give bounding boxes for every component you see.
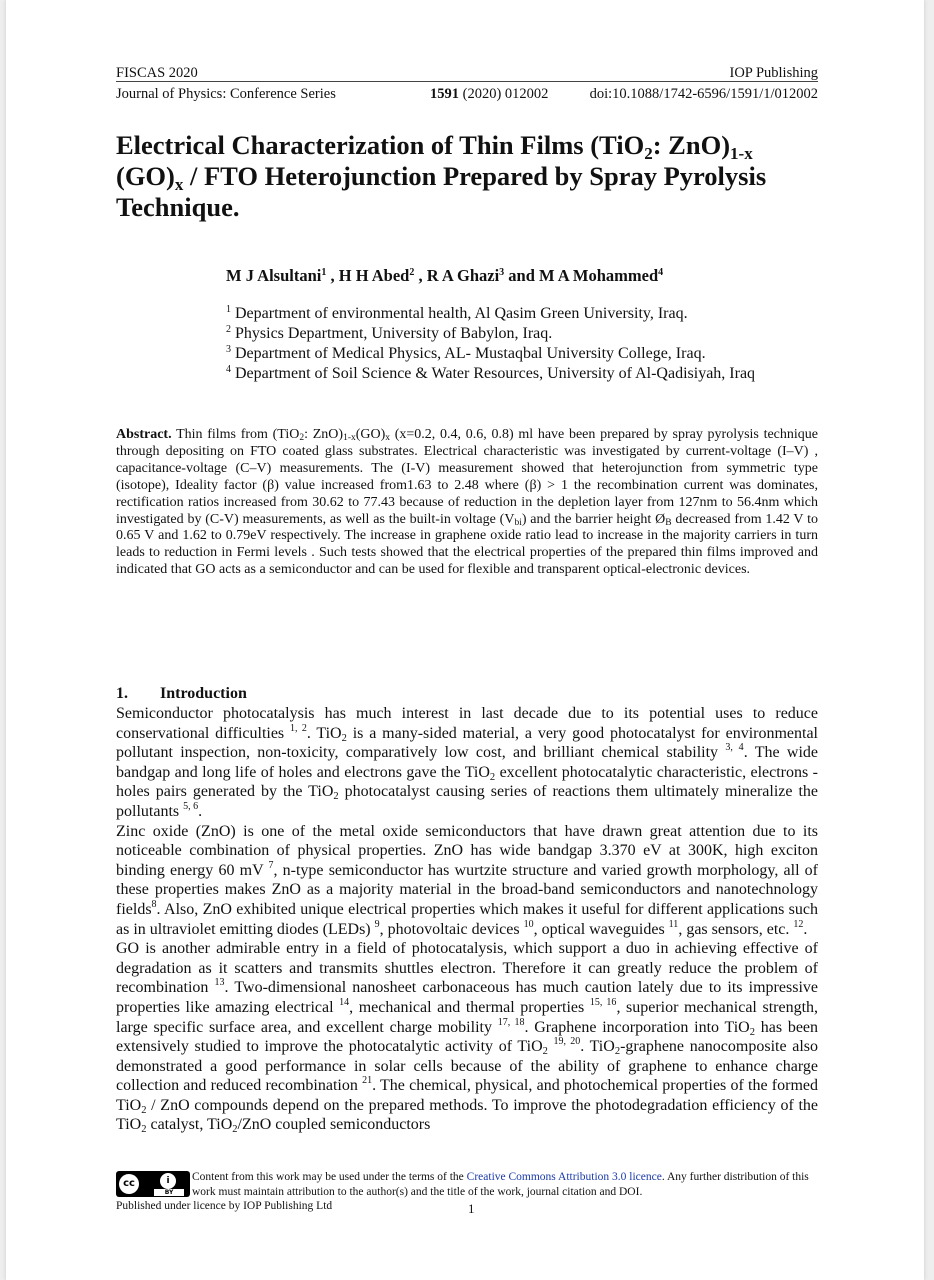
doi: doi:10.1088/1742-6596/1591/1/012002 <box>589 86 818 102</box>
page-number: 1 <box>468 1201 475 1216</box>
license-notice: Content from this work may be used under the terms of the Creative Commons Attribution 3.0 licence. Any further distribution of this work must maintain attribution to the author(s) and the title of the work, journal citation and DOI. <box>192 1171 809 1198</box>
conference-name: FISCAS 2020 <box>116 65 198 81</box>
affiliation-2: $^2$ Physics Department, University of Babylon, Iraq. <box>226 324 553 342</box>
publisher-name: IOP Publishing <box>729 65 818 81</box>
volume-number: 1591 <box>430 86 459 102</box>
by-label: BY <box>154 1189 184 1196</box>
attribution-icon: i <box>160 1173 176 1189</box>
affiliation-3: $^3$ Department of Medical Physics, AL- Mustaqbal University College, Iraq. <box>226 344 706 362</box>
header-rule <box>116 81 818 82</box>
volume-info <box>430 86 548 103</box>
affiliations <box>226 304 755 384</box>
author-list: M J Alsultani$^1$ , H H Abed$^2$ , R A Ghazi$^3$ and M A Mohammed$^4$ <box>226 266 664 285</box>
paragraph-2: Zinc oxide (ZnO) is one of the metal oxide semiconductors that have drawn great attention due to its noticeable combination of physical properties. ZnO has wide bandgap 3.370 eV at 300K, high exciton binding energy 60 mV $^7$, n-type semiconductor has wurtzite structure and varied growth morphology, all of these properties makes ZnO as a majority material in the broad-band semiconductors and nanotechnology fields$^8$. Also, ZnO exhibited unique electrical properties which makes it useful for different applications such as in ultraviolet emitting diodes (LEDs) $^9$, photovoltaic devices $^{10}$, optical waveguides $^{11}$, gas sensors, etc. $^{12}$. <box>116 822 819 938</box>
affiliation-1: $^1$ Department of environmental health, Al Qasim Green University, Iraq. <box>226 304 688 322</box>
published-under-licence: Published under licence by IOP Publishing Ltd <box>116 1200 333 1212</box>
abstract-label: Abstract. <box>116 427 172 442</box>
abstract: Abstract. Thin films from (TiO$_2$: $ZnO)_{1-x}(GO)_x$ (x=0.2, 0.4, 0.6, 0.8) ml have been prepared by spray pyrolysis technique through depositing on FTO coated glass substrates. Electrical characteristic was investigated by current-voltage (I–V) , capacitance-voltage (C–V) measurements. The (I-V) measurement showed that heterojunction from symmetric type (isotope), Ideality factor (β) value increased from1.63 to 2.48 where (β) > 1 the recombination current was dominates, rectification ratios increased from 30.62 to 77.43 because of reduction in the depletion layer from 127nm to 56.4nm which investigated by (C-V) measurements, as well as the built-in voltage $(V_{bi})$ and the barrier height $Ø_B$ decreased from 1.42 V to 0.65 V and 1.62 to 0.79eV respectively. The increase in graphene oxide ratio lead to increase in the majority carriers in turn leads to reduction in Fermi levels . Such tests showed that the electrical properties of the prepared thin films improved and indicated that GO acts as a semiconductor and can be used for flexible and transparent optical-electronic devices. <box>116 427 819 578</box>
year-article: (2020) 012002 <box>462 86 549 102</box>
journal-name: Journal of Physics: Conference Series <box>116 86 336 102</box>
creative-commons-icon: cc <box>119 1174 139 1194</box>
paragraph-1: Semiconductor photocatalysis has much interest in last decade due to its potential uses to reduce conservational difficulties $^{1, 2}$. TiO$_2$ is a many-sided material, a very good photocatalyst for environmental pollutant inspection, non-toxicity, comparatively low cost, and brilliant chemical stability $^{3, 4}$. The wide bandgap and long life of holes and electrons gave the TiO$_2$ excellent photocatalytic characteristic, electrons - holes pairs generated by the TiO$_2$ photocatalyst causing series of reactions them ultimately mineralize the pollutants $^{5, 6}$. <box>116 705 819 820</box>
paragraph-3: GO is another admirable entry in a field of photocatalysis, which support a duo in achieving effective of degradation as it scatters and transmits shuttles electron. Therefore it can greatly reduce the problem of recombination $^{13}$. Two-dimensional nanosheet carbonaceous has much caution lately due to its impressive properties like amazing electrical $^{14}$, mechanical and thermal properties $^{15, 16}$, superior mechanical strength, large specific surface area, and excellent charge mobility $^{17, 18}$. Graphene incorporation into TiO$_2$ has been extensively studied to improve the photocatalytic activity of TiO$_2$ $^{19, 20}$. TiO$_2$-graphene nanocomposite also demonstrated a good performance in solar cells because of the ability of graphene to enhance charge collection and reduced recombination $^{21}$. The chemical, physical, and photochemical properties of the formed TiO$_2$ / ZnO compounds depend on the prepared methods. To improve the photodegradation efficiency of the TiO$_2$ catalyst, TiO$_2$/ZnO coupled semiconductors <box>116 940 819 1136</box>
affiliation-4: $^4$ Department of Soil Science & Water Resources, University of Al-Qadisiyah, Iraq <box>226 364 756 382</box>
introduction-body <box>116 704 818 1135</box>
section-heading-introduction: 1. Introduction <box>116 685 247 702</box>
license-link[interactable]: Creative Commons Attribution 3.0 licence <box>466 1171 662 1183</box>
paper-title: Electrical Characterization of Thin Films (TiO$_2$: $ZnO)_{1-x}$ $(GO)_x$ / FTO Heterojunction Prepared by Spray Pyrolysis Technique. <box>116 130 767 222</box>
page <box>6 0 924 1280</box>
cc-by-license-badge <box>116 1171 190 1197</box>
